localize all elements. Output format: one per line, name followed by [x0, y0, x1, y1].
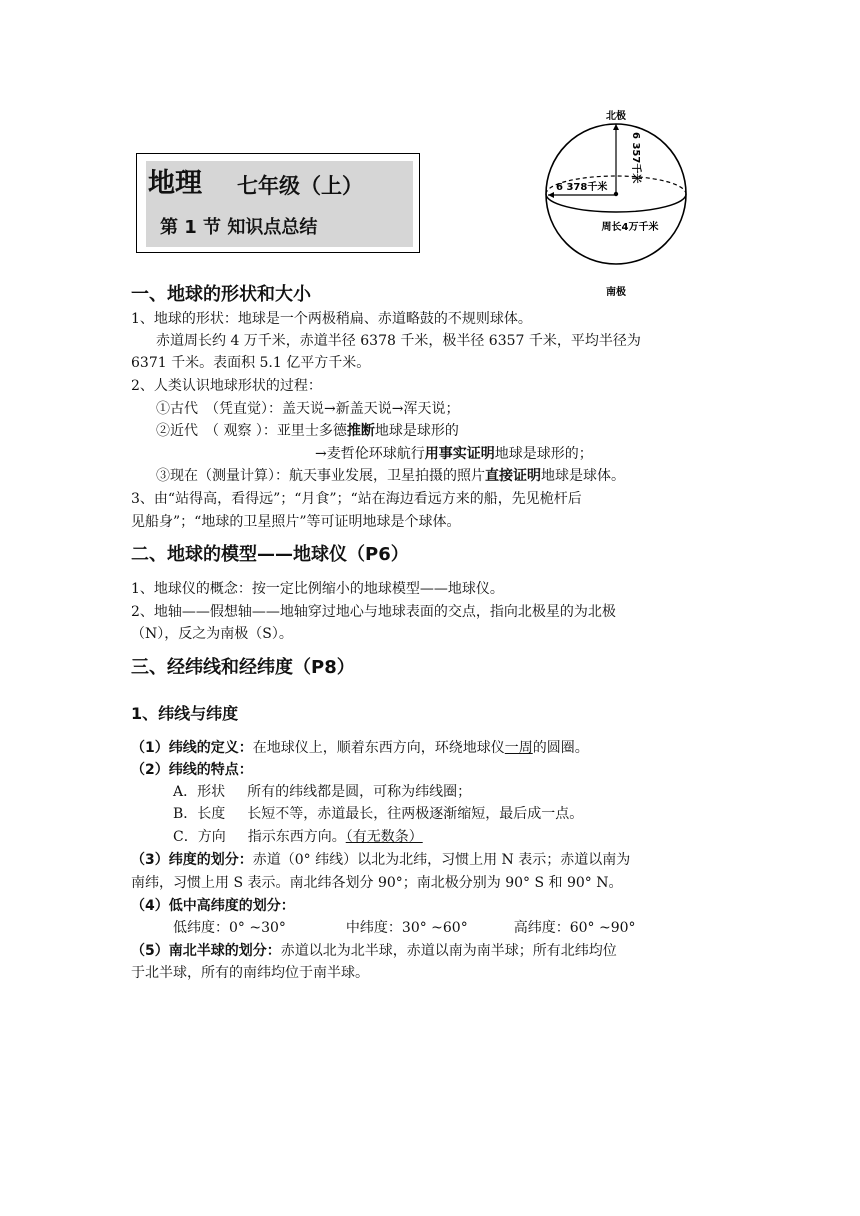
earth-center — [614, 192, 618, 196]
north-pole-label: 北极 — [606, 111, 626, 122]
s2-line-2: 2、地轴——假想轴——地轴穿过地心与地球表面的交点，指向北极星的为北极 — [131, 604, 616, 620]
s1-line-8: ③现在（测量计算）：航天事业发展，卫星拍摄的照片直接证明地球是球体。 — [156, 468, 625, 484]
s3-features-label: （2）纬线的特点： — [131, 762, 253, 778]
section-heading-2: 二、地球的模型——地球仪（P6） — [131, 544, 409, 565]
section-heading-1: 一、地球的形状和大小 — [131, 284, 311, 305]
s1-line-10: 见船身”；“地球的卫星照片”等可证明地球是个球体。 — [131, 514, 461, 530]
s1-line-2: 赤道周长约 4 万千米，赤道半径 6378 千米，极半径 6357 千米，平均半径为 — [156, 333, 641, 349]
s3-feature-c: C．方向 指示东西方向。（有无数条） — [173, 829, 423, 845]
s1-line-4: 2、人类认识地球形状的过程： — [131, 378, 322, 394]
s2-line-3: （N），反之为南极（S）。 — [131, 626, 293, 642]
s3-division-2: 南纬，习惯上用 S 表示。南北纬各划分 90°；南北极分别为 90° S 和 90° N。 — [131, 875, 623, 891]
s3-lmh-label: （4）低中高纬度的划分： — [131, 898, 295, 914]
s3-division-1: （3）纬度的划分：赤道（0° 纬线）以北为北纬，习惯上用 N 表示；赤道以南为 — [131, 852, 631, 868]
s1-line-3: 6371 千米。表面积 5.1 亿平方千米。 — [131, 355, 371, 371]
s2-line-1: 1、地球仪的概念：按一定比例缩小的地球模型——地球仪。 — [131, 581, 504, 597]
subject-title: 地理 — [148, 168, 202, 199]
equator-front — [546, 194, 686, 212]
s1-line-9: 3、由“站得高，看得远”；“月食”；“站在海边看远方来的船，先见桅杆后 — [131, 491, 582, 507]
circumference-label: 周长4万千米 — [601, 222, 659, 233]
polar-radius-label: 6 357千米 — [630, 132, 641, 184]
s1-line-7: →麦哲伦环球航行用事实证明地球是球形的； — [315, 446, 593, 462]
s3-hemisphere-2: 于北半球，所有的南纬均位于南半球。 — [131, 965, 369, 981]
section-title: 第 1 节 知识点总结 — [160, 217, 318, 238]
s3-feature-a: A．形状 所有的纬线都是圆，可称为纬线圈； — [173, 784, 472, 800]
earth-diagram — [536, 102, 696, 302]
s1-line-1: 1、地球的形状：地球是一个两极稍扁、赤道略鼓的不规则球体。 — [131, 311, 532, 327]
s3-feature-b: B．长度 长短不等，赤道最长，往两极逐渐缩短，最后成一点。 — [173, 806, 584, 822]
section-heading-3: 三、经纬线和经纬度（P8） — [131, 657, 355, 678]
s1-line-6: ②近代 （ 观察 ）：亚里士多德推断地球是球形的 — [156, 423, 459, 439]
s3-lmh-values: 低纬度：0° ~30° 中纬度：30° ~60° 高纬度：60° ~90° — [173, 920, 636, 936]
subsection-heading: 1、纬线与纬度 — [131, 704, 239, 723]
south-pole-label: 南极 — [606, 287, 626, 298]
s3-hemisphere-1: （5）南北半球的划分：赤道以北为北半球，赤道以南为南半球；所有北纬均位 — [131, 943, 617, 959]
s1-line-5: ①古代 （凭直觉）：盖天说→新盖天说→浑天说； — [156, 401, 460, 417]
s3-definition: （1）纬线的定义：在地球仪上，顺着东西方向，环绕地球仪一周的圆圈。 — [131, 740, 589, 756]
grade-title: 七年级（上） — [237, 174, 363, 198]
equatorial-radius-label: 6 378千米 — [556, 182, 608, 193]
